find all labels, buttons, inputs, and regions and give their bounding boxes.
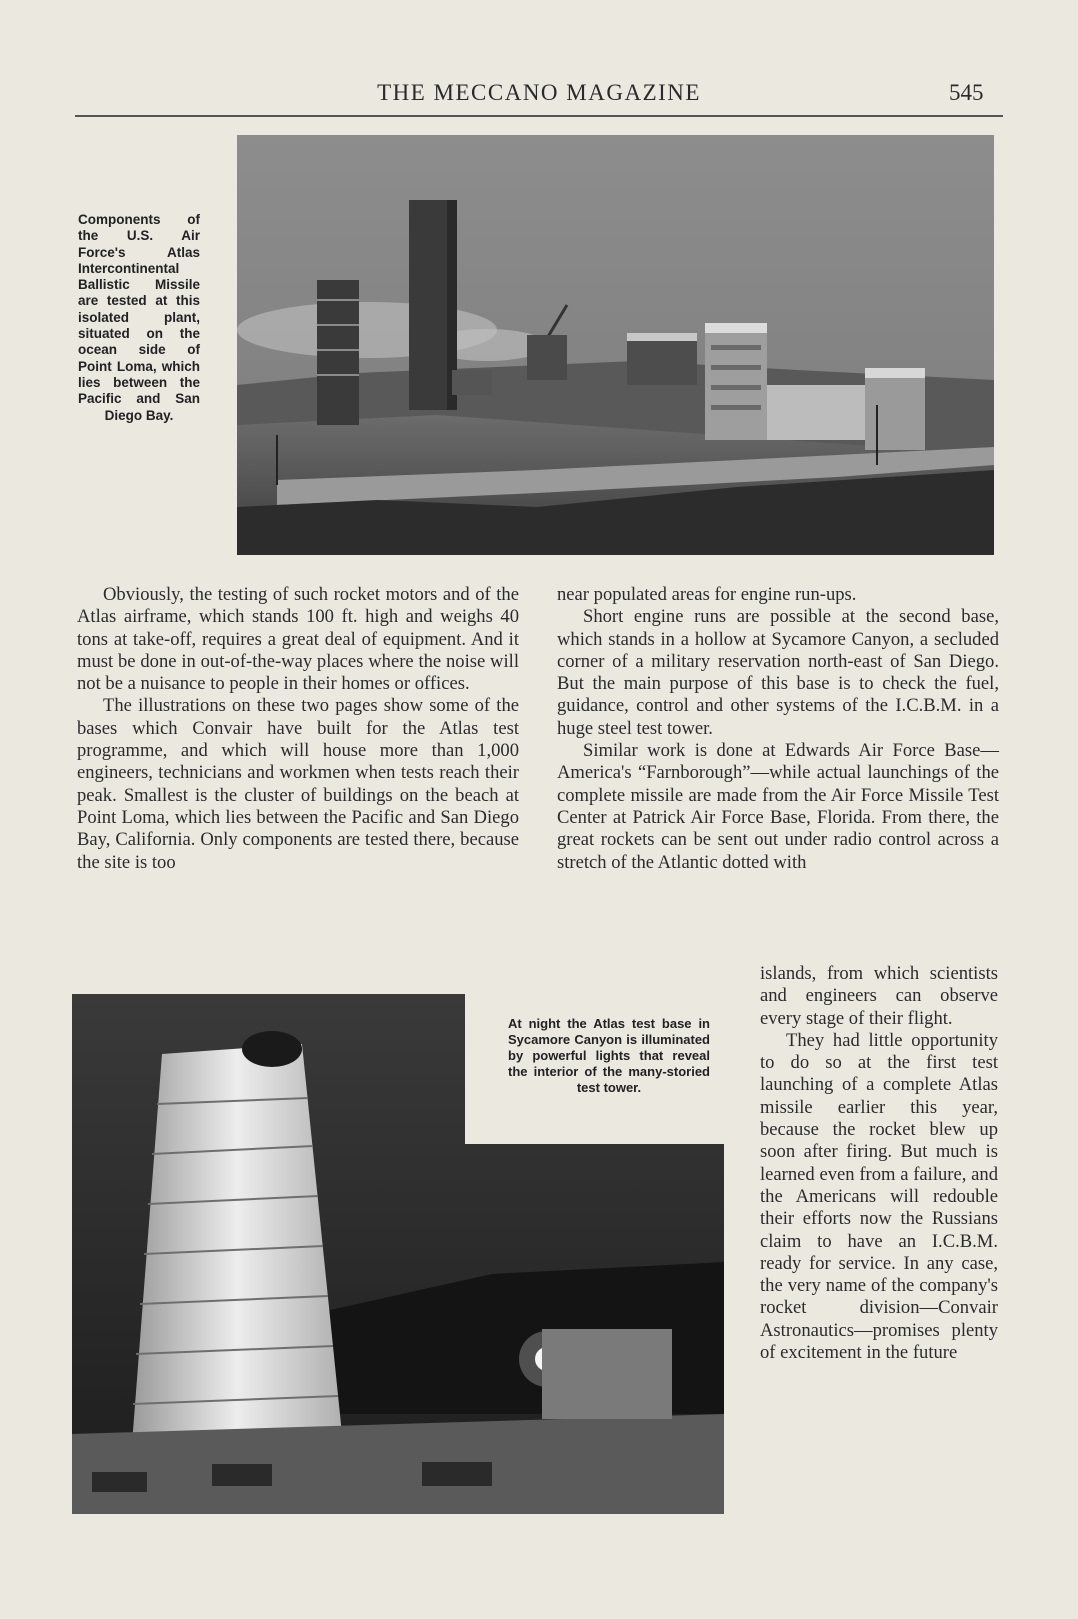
paragraph: Similar work is done at Edwards Air Force Base—America's “Farnborough”—while actual launchings of the complete missile are made from the Air Force Missile Test Center at Patrick Air Force Base, Florida. From there, the great rockets can be sent out under radio control across a stretch of the Atlantic dotted with [557,740,999,873]
top-photo-caption: Components of the U.S. Air Force's Atlas Intercontinental Ballistic Missile are tested at this isolated plant, situated on the ocean side of Point Loma, which lies between the Pacific and San Diego Bay. [78,212,200,423]
header-rule [75,115,1003,117]
paragraph: islands, from which scientists and engineers can observe every stage of their flight. [760,963,998,1029]
paragraph: Obviously, the testing of such rocket motors and of the Atlas airframe, which stands 100 ft. high and weighs 40 tons at take-off, requires a great deal of equipment. And it must be done in out-of-the-way places where the noise will not be a nuisance to people in their homes or offices. [77,584,519,695]
paragraph: near populated areas for engine run-ups. [557,584,857,605]
paragraph: They had little opportunity to do so at the first test launching of a complete Atlas missile earlier this year, because the rocket blew up soon after firing. But much is learned even from a failure, and the Americans will redouble their efforts now the Russians claim to have an I.C.B.M. ready for service. In any case, the very name of the company's rocket division—Convair Astronautics—promises plenty of excitement in the future [760,1029,998,1364]
article-column-left [77,584,519,874]
paragraph: Short engine runs are possible at the second base, which stands in a hollow at Sycamore Canyon, a secluded corner of a military reservation north-east of San Diego. But the main purpose of this base is to check the fuel, guidance, control and other systems of the I.C.B.M. in a huge steel test tower. [557,606,999,739]
page-number: 545 [949,80,984,105]
article-column-narrow [760,963,998,1364]
point-loma-photo [237,135,994,555]
bottom-photo-caption: At night the Atlas test base in Sycamore Canyon is illuminated by powerful lights that reveal the interior of the many-storied test tower. [508,1016,710,1095]
article-column-right [557,584,999,874]
paragraph: The illustrations on these two pages show some of the bases which Convair have built for the Atlas test programme, and which will house more than 1,000 engineers, technicians and workmen when tests reach their peak. Smallest is the cluster of buildings on the beach at Point Loma, which lies between the Pacific and San Diego Bay, California. Only components are tested there, because the site is too [77,695,519,873]
magazine-title: THE MECCANO MAGAZINE [377,80,701,105]
